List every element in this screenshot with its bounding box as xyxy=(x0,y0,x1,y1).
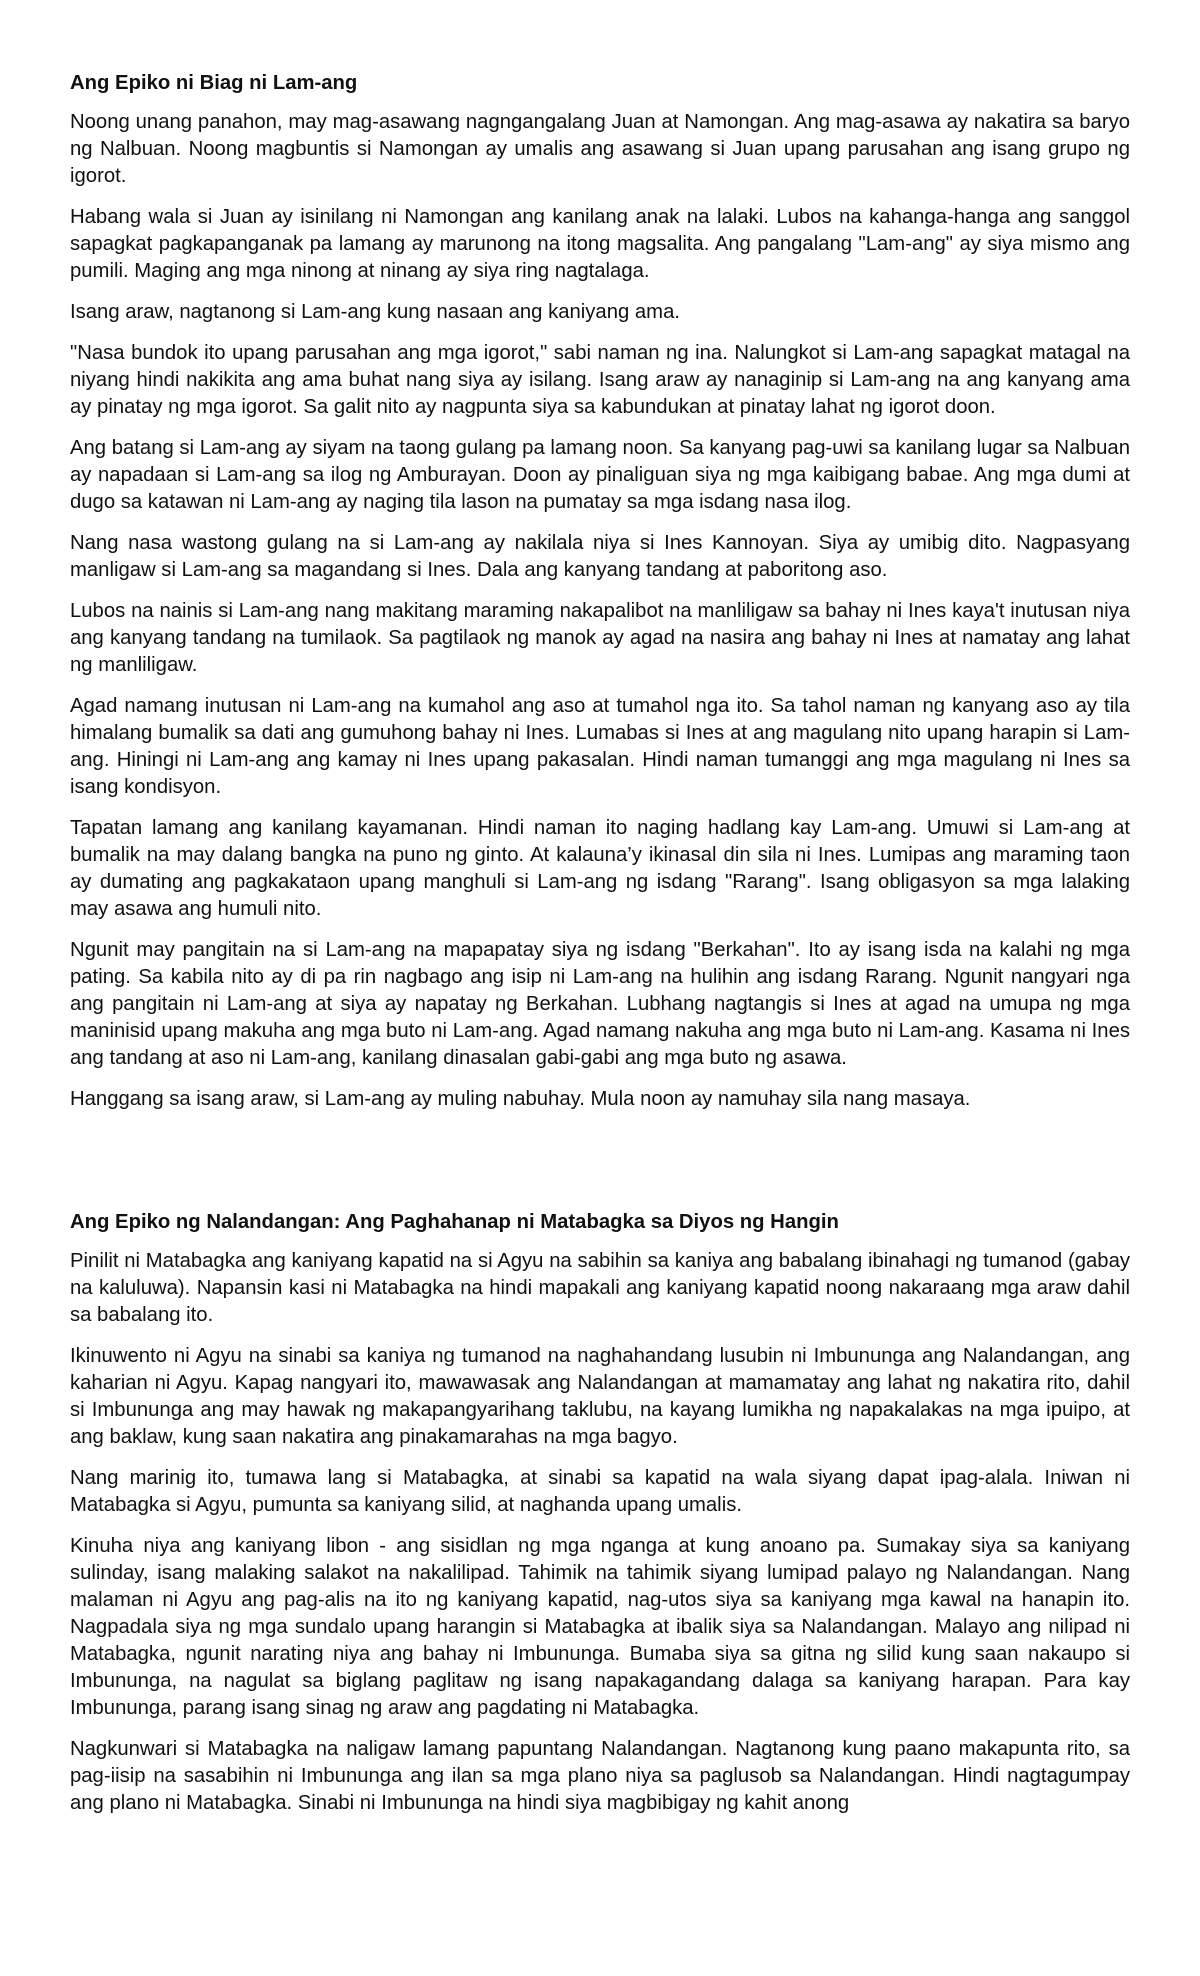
document-page xyxy=(70,70,1130,1831)
section-title: Ang Epiko ni Biag ni Lam-ang xyxy=(70,72,358,94)
paragraph: Lubos na nainis si Lam-ang nang makitang maraming nakapalibot na manliligaw sa bahay ni Ines kaya't inutusan niya ang kanyang tandang na tumilaok. Sa pagtilaok ng manok ay agad na nasira ang bahay ni Ines at namatay ang lahat ng manliligaw. xyxy=(70,600,1130,676)
paragraph: Pinilit ni Matabagka ang kaniyang kapatid na si Agyu na sabihin sa kaniya ang babalang ibinahagi ng tumanod (gabay na kaluluwa). Napansin kasi ni Matabagka na hindi mapakali ang kaniyang kapatid noong nakaraang mga araw dahil sa babalang ito. xyxy=(70,1250,1130,1326)
section-lam-ang xyxy=(70,70,1130,1113)
paragraph: Hanggang sa isang araw, si Lam-ang ay muling nabuhay. Mula noon ay namuhay sila nang masaya. xyxy=(70,1088,971,1110)
paragraph: Noong unang panahon, may mag-asawang nagngangalang Juan at Namongan. Ang mag-asawa ay nakatira sa baryo ng Nalbuan. Noong magbuntis si Namongan ay umalis ang asawang si Juan upang parusahan ang isang grupo ng igorot. xyxy=(70,111,1130,187)
paragraph: Nang marinig ito, tumawa lang si Matabagka, at sinabi sa kapatid na wala siyang dapat ipag-alala. Iniwan ni Matabagka si Agyu, pumunta sa kaniyang silid, at naghanda upang umalis. xyxy=(70,1467,1130,1516)
paragraph: Nagkunwari si Matabagka na naligaw lamang papuntang Nalandangan. Nagtanong kung paano makapunta rito, sa pag-iisip na sasabihin ni Imbununga ang ilan sa mga plano niya sa paglusob sa Nalandangan. Hindi nagtagumpay ang plano ni Matabagka. Sinabi ni Imbununga na hindi siya magbibigay ng kahit anong xyxy=(70,1738,1130,1814)
paragraph: "Nasa bundok ito upang parusahan ang mga igorot," sabi naman ng ina. Nalungkot si Lam-ang sapagkat matagal na niyang hindi nakikita ang ama buhat nang siya ay isilang. Isang araw ay nanaginip si Lam-ang na ang kanyang ama ay pinatay ng mga igorot. Sa galit nito ay nagpunta siya sa kabundukan at pinatay lahat ng igorot doon. xyxy=(70,342,1130,418)
paragraph: Agad namang inutusan ni Lam-ang na kumahol ang aso at tumahol nga ito. Sa tahol naman ng kanyang aso ay tila himalang bumalik sa dati ang gumuhong bahay ni Ines. Lumabas si Ines at ang magulang nito upang harapin si Lam-ang. Hiningi ni Lam-ang ang kamay ni Ines upang pakasalan. Hindi naman tumanggi ang mga magulang ni Ines sa isang kondisyon. xyxy=(70,695,1130,798)
paragraph: Tapatan lamang ang kanilang kayamanan. Hindi naman ito naging hadlang kay Lam-ang. Umuwi si Lam-ang at bumalik na may dalang bangka na puno ng ginto. At kalauna’y ikinasal din sila ni Ines. Lumipas ang maraming taon ay dumating ang pagkakataon upang manghuli si Lam-ang ng isdang "Rarang". Isang obligasyon sa mga lalaking may asawa ang humuli nito. xyxy=(70,817,1130,920)
paragraph: Isang araw, nagtanong si Lam-ang kung nasaan ang kaniyang ama. xyxy=(70,301,680,323)
section-title: Ang Epiko ng Nalandangan: Ang Paghahanap ni Matabagka sa Diyos ng Hangin xyxy=(70,1211,839,1233)
paragraph: Habang wala si Juan ay isinilang ni Namongan ang kanilang anak na lalaki. Lubos na kahanga-hanga ang sanggol sapagkat pagkapanganak pa lamang ay marunong na itong magsalita. Ang pangalang "Lam-ang" ay siya mismo ang pumili. Maging ang mga ninong at ninang ay siya ring nagtalaga. xyxy=(70,206,1130,282)
paragraph: Ang batang si Lam-ang ay siyam na taong gulang pa lamang noon. Sa kanyang pag-uwi sa kanilang lugar sa Nalbuan ay napadaan si Lam-ang sa ilog ng Amburayan. Doon ay pinaliguan siya ng mga kaibigang babae. Ang mga dumi at dugo sa katawan ni Lam-ang ay naging tila lason na pumatay sa mga isdang nasa ilog. xyxy=(70,437,1130,513)
section-nalandangan xyxy=(70,1209,1130,1817)
paragraph: Nang nasa wastong gulang na si Lam-ang ay nakilala niya si Ines Kannoyan. Siya ay umibig dito. Nagpasyang manligaw si Lam-ang sa magandang si Ines. Dala ang kanyang tandang at paboritong aso. xyxy=(70,532,1130,581)
paragraph: Ngunit may pangitain na si Lam-ang na mapapatay siya ng isdang "Berkahan". Ito ay isang isda na kalahi ng mga pating. Sa kabila nito ay di pa rin nagbago ang isip ni Lam-ang na hulihin ang isdang Rarang. Ngunit nangyari nga ang pangitain ni Lam-ang at siya ay napatay ng Berkahan. Lubhang nagtangis si Ines at agad na umupa ng mga maninisid upang makuha ang mga buto ni Lam-ang. Agad namang nakuha ang mga buto ni Lam-ang. Kasama ni Ines ang tandang at aso ni Lam-ang, kanilang dinasalan gabi-gabi ang mga buto ng asawa. xyxy=(70,939,1130,1069)
paragraph: Kinuha niya ang kaniyang libon - ang sisidlan ng mga nganga at kung anoano pa. Sumakay siya sa kaniyang sulinday, isang malaking salakot na nakalilipad. Tahimik na tahimik siyang lumipad palayo ng Nalandangan. Nang malaman ni Agyu ang pag-alis na ito ng kaniyang kapatid, nag-utos siya sa kaniyang mga kawal na hanapin ito. Nagpadala siya ng mga sundalo upang harangin si Matabagka at ibalik siya sa Nalandangan. Malayo ang nilipad ni Matabagka, ngunit narating niya ang bahay ni Imbununga. Bumaba siya sa gitna ng silid kung saan nakaupo si Imbununga, na nagulat sa biglang paglitaw ng isang napakagandang dalaga sa kaniyang harapan. Para kay Imbununga, parang isang sinag ng araw ang pagdating ni Matabagka. xyxy=(70,1535,1130,1719)
paragraph: Ikinuwento ni Agyu na sinabi sa kaniya ng tumanod na naghahandang lusubin ni Imbununga ang Nalandangan, ang kaharian ni Agyu. Kapag nangyari ito, mawawasak ang Nalandangan at mamamatay ang lahat ng nakatira rito, dahil si Imbununga ang may hawak ng makapangyarihang taklubu, na kayang lumikha ng napakalakas na mga ipuipo, at ang baklaw, kung saan nakatira ang pinakamarahas na mga bagyo. xyxy=(70,1345,1130,1448)
